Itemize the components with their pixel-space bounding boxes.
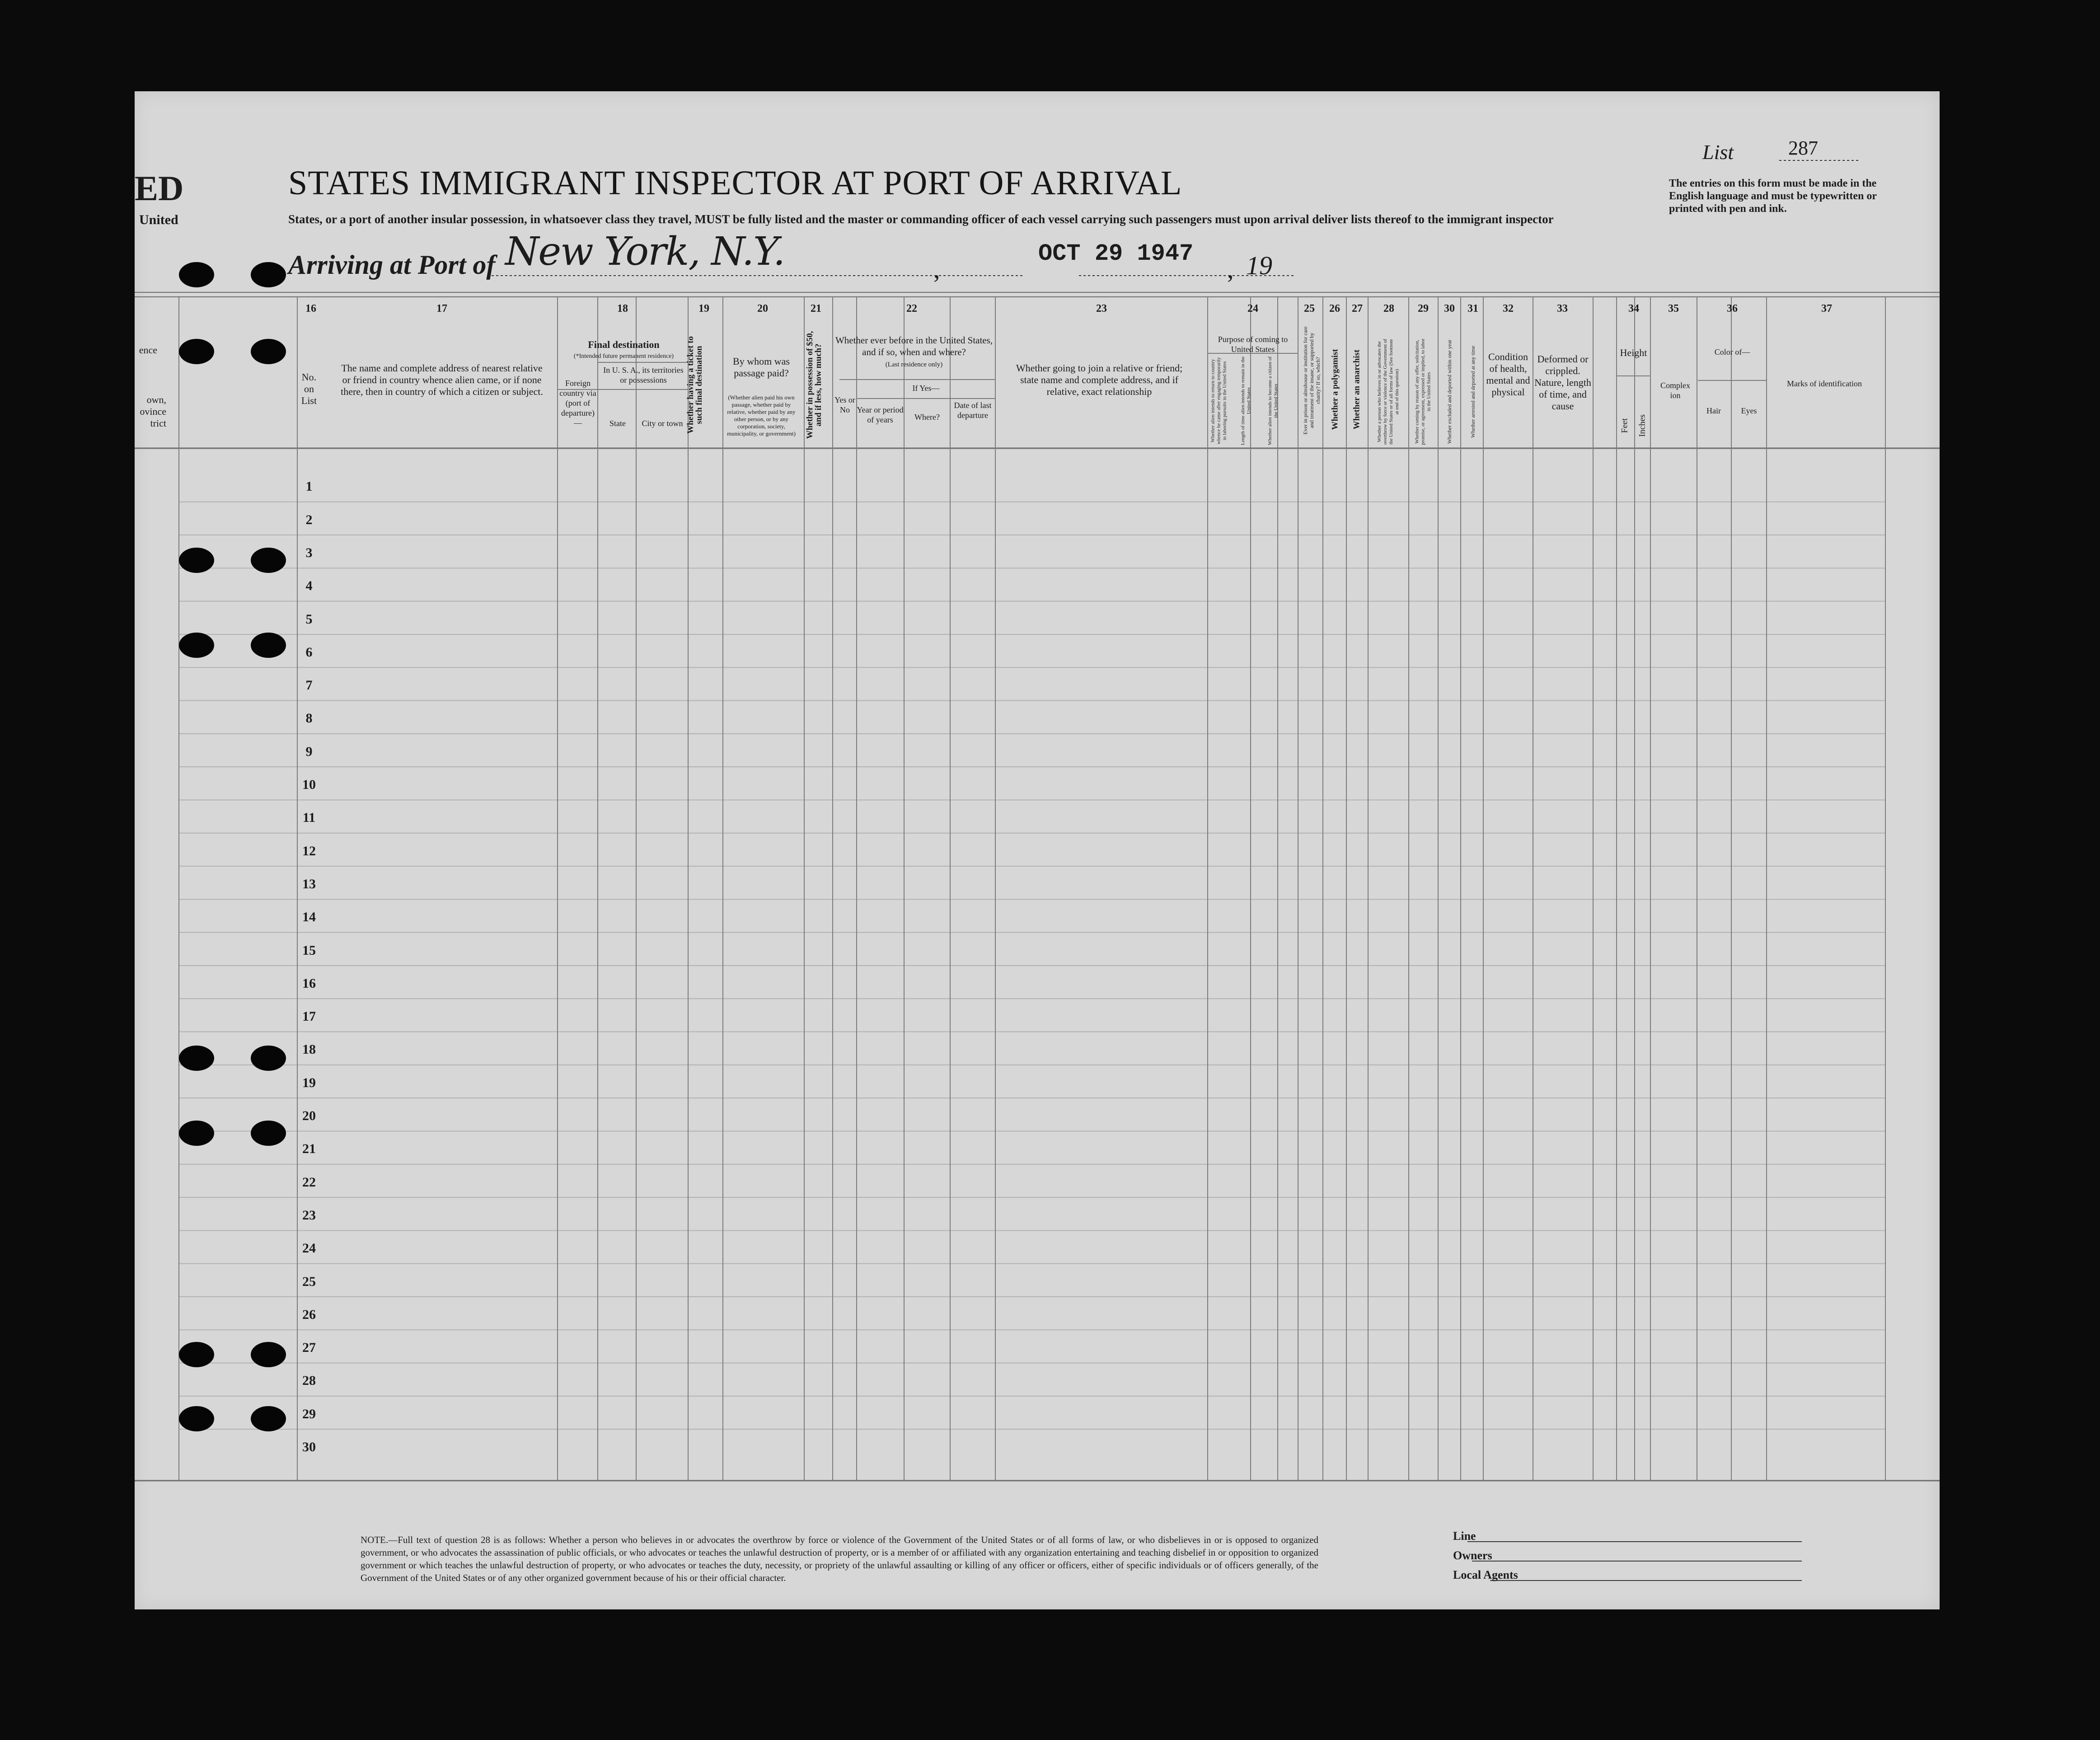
col22-yesno-header: Yes or No (834, 395, 855, 414)
row-number: 5 (305, 611, 313, 627)
col34-inches-header: Inches (1637, 414, 1647, 437)
line-label: Line (1453, 1529, 1476, 1543)
col28-header: Whether a person who believes in or advocates the overthrow by force or violence of the Government of the United States or of all forms of law (See footnote at end of this question) (1377, 339, 1400, 445)
column-number: 17 (436, 303, 447, 314)
comma-separator-1: , (933, 254, 940, 284)
column-number: 23 (1096, 303, 1107, 314)
column-number: 34 (1628, 303, 1639, 314)
col22-year-header: Year or period of years (857, 405, 904, 424)
margin-fragment-1: ence (139, 344, 157, 356)
col30-header: Whether excluded and deported within one year (1446, 339, 1453, 444)
list-label: List (1702, 141, 1734, 164)
arrival-underline (492, 274, 1296, 277)
row-number: 16 (302, 976, 316, 991)
column-number: 33 (1557, 303, 1568, 314)
punch-hole (179, 633, 214, 658)
row-number: 21 (302, 1141, 316, 1157)
col20-title: By whom was passage paid? (733, 356, 790, 379)
col32-header: Condition of health, mental and physical (1486, 351, 1530, 398)
column-number: 21 (811, 303, 821, 314)
punch-hole (179, 1046, 214, 1071)
row-number: 27 (302, 1340, 316, 1355)
row-number: 25 (302, 1274, 316, 1289)
column-number: 20 (757, 303, 768, 314)
column-number: 18 (617, 303, 628, 314)
col18-subtitle: (*Intended future permanent residence) (573, 353, 674, 360)
row-number: 19 (302, 1075, 316, 1090)
margin-fragment-3: ovince (140, 406, 166, 417)
row-number: 1 (305, 479, 313, 494)
language-instructions: The entries on this form must be made in the English language and must be typewritten or printed with pen and ink. (1669, 178, 1877, 215)
row-number: 23 (302, 1207, 316, 1223)
col36-eyes-header: Eyes (1741, 406, 1757, 415)
col22-date-header: Date of last departure (954, 401, 992, 420)
port-handwritten: New York, N.Y. (505, 229, 785, 274)
col19-header: Whether having a ticket to such final destination (686, 336, 704, 434)
row-number: 24 (302, 1241, 316, 1256)
column-number: 36 (1727, 303, 1738, 314)
date-stamp: OCT 29 1947 (1038, 240, 1194, 267)
punch-hole (251, 262, 286, 287)
col31-header: Whether arrested and deported at any time (1470, 346, 1476, 438)
row-number: 13 (302, 876, 316, 891)
local-agents-label: Local Agents (1453, 1568, 1518, 1581)
col22-title: Whether ever before in the United States, and if so, when and where? (835, 335, 993, 357)
row-number: 14 (302, 910, 316, 925)
margin-fragment-4: trict (150, 417, 166, 429)
punch-hole (251, 548, 286, 573)
column-number: 35 (1668, 303, 1679, 314)
row-number: 28 (302, 1373, 316, 1388)
row-number: 20 (302, 1108, 316, 1123)
row-number: 22 (302, 1174, 316, 1190)
punch-hole (179, 262, 214, 287)
arriving-label: Arriving at Port of (288, 250, 496, 280)
comma-separator-2: , (1227, 254, 1234, 284)
question-28-footnote: NOTE.—Full text of question 28 is as follows: Whether a person who believes in or advocates the overthrow by force or violence of the Government of the United States or of all forms of law, or who disbelieves in or is opposed to organized government, or who advocates the assassination of public officials, or who advocates or teaches the unlawful destruction of property, or is a member of or affiliated with any organization entertaining and teaching disbelief in or opposition to organized government or which teaches the unlawful destruction of property, or who advocates or teaches the duty, necessity, or propriety of the unlawful assaulting or killing of any officer or officers, either of specific individuals or of officers generally, of the Government of the United States or of any other organized government because of his or their official character. (361, 1534, 1318, 1583)
list-number-underline (1779, 159, 1861, 162)
col36-hair-header: Hair (1706, 406, 1721, 415)
col21-header: Whether in possession of $50, and if less, how much? (805, 331, 823, 439)
column-number: 25 (1304, 303, 1315, 314)
form-title: STATES IMMIGRANT INSPECTOR AT PORT OF ARRIVAL (288, 164, 1182, 202)
col34-feet-header: Feet (1620, 418, 1630, 433)
col25-header: Ever in prison or almshouse or institution for care and treatment of the insane, or supported by charity? If so, which? (1302, 326, 1321, 435)
title-fragment-left: ED (135, 169, 184, 208)
column-number: 32 (1503, 303, 1514, 314)
col33-header: Deformed or crippled. Nature, length of time, and cause (1534, 353, 1591, 412)
col26-header: Whether a polygamist (1330, 349, 1340, 430)
row-number: 17 (302, 1009, 316, 1024)
margin-fragment-2: own, (146, 394, 166, 405)
manifest-sheet (135, 91, 1940, 1609)
col18-city-header: City or town (642, 419, 683, 428)
row-number: 26 (302, 1307, 316, 1322)
column-number: 16 (305, 303, 316, 314)
owners-label: Owners (1453, 1549, 1492, 1562)
col18-foreign-header: Foreign country via (port of departure)— (559, 379, 596, 427)
col24-length-header: Length of time alien intends to remain in the United States (1240, 356, 1252, 446)
list-number: 287 (1788, 137, 1818, 159)
year-prefix: 19 (1246, 251, 1272, 280)
col17-header: The name and complete address of nearest relative or friend in country whence alien came, or if none there, then in country of which a citizen or subject. (341, 362, 543, 397)
row-number: 11 (302, 810, 316, 825)
punch-hole (251, 1406, 286, 1431)
punch-hole (251, 1342, 286, 1367)
col22-where-header: Where? (914, 413, 940, 422)
col24-return-header: Whether alien intends to return to country whence he came after engaging temporarily in laboring pursuits in the United States (1210, 357, 1228, 445)
column-number: 37 (1821, 303, 1832, 314)
row-number: 18 (302, 1042, 316, 1057)
column-number: 31 (1467, 303, 1478, 314)
col16-header: No. on List (301, 371, 317, 406)
col18-usa-header: In U. S. A., its territories or possessions (603, 366, 684, 385)
subtitle-fragment-left: United (139, 212, 178, 227)
col22-subtitle: (Last residence only) (885, 361, 943, 368)
column-number: 24 (1247, 303, 1258, 314)
punch-hole (179, 548, 214, 573)
punch-hole (251, 633, 286, 658)
col23-header: Whether going to join a relative or friend; state name and complete address, and if relative, exact relationship (1016, 362, 1183, 397)
punch-hole (179, 339, 214, 364)
column-number: 28 (1383, 303, 1394, 314)
column-number: 29 (1418, 303, 1429, 314)
row-number: 9 (305, 744, 313, 759)
column-number: 30 (1444, 303, 1455, 314)
col24-title: Purpose of coming to United States (1218, 335, 1288, 354)
punch-hole (179, 1342, 214, 1367)
form-subtitle: States, or a port of another insular possession, in whatsoever class they travel, MUST be fully listed and the master or commanding officer of each vessel carrying such passengers must upon arrival deliver lists thereof to the immigrant inspector (288, 212, 1554, 226)
col24-citizen-header: Whether alien intends to become a citizen of the United States (1267, 356, 1279, 446)
col18-state-header: State (609, 419, 626, 428)
row-number: 8 (305, 711, 313, 726)
punch-hole (251, 339, 286, 364)
row-number: 7 (305, 678, 313, 693)
row-number: 6 (305, 644, 313, 660)
punch-hole (251, 1121, 286, 1146)
col34-title: Height (1620, 347, 1647, 358)
punch-hole (251, 1046, 286, 1071)
row-number: 10 (302, 777, 316, 792)
col27-header: Whether an anarchist (1352, 349, 1362, 430)
column-number: 26 (1329, 303, 1340, 314)
col35-header: Complexion (1660, 381, 1690, 400)
col18-title: Final destination (588, 339, 660, 350)
col22-ifyes-header: If Yes— (912, 384, 940, 393)
punch-hole (179, 1121, 214, 1146)
row-number: 29 (302, 1406, 316, 1421)
row-number: 12 (302, 843, 316, 858)
col20-subtitle: (Whether alien paid his own passage, whether paid by relative, whether paid by any other person, or by any corporation, society, municipality, or government) (727, 394, 796, 437)
row-number: 15 (302, 943, 316, 958)
column-number: 22 (906, 303, 917, 314)
punch-hole (179, 1406, 214, 1431)
row-number: 4 (305, 578, 313, 594)
col29-header: Whether coming by reason of any offer, solicitation, promise, or agreement, expressed or implied, to labor in the United States (1414, 338, 1432, 445)
form-grid (135, 91, 1940, 1609)
row-number: 30 (302, 1440, 316, 1454)
col36-title: Color of— (1714, 347, 1750, 356)
column-number: 27 (1352, 303, 1363, 314)
row-number: 2 (305, 512, 313, 527)
col37-header: Marks of identification (1787, 379, 1862, 388)
row-number: 3 (305, 545, 313, 560)
column-number: 19 (698, 303, 709, 314)
